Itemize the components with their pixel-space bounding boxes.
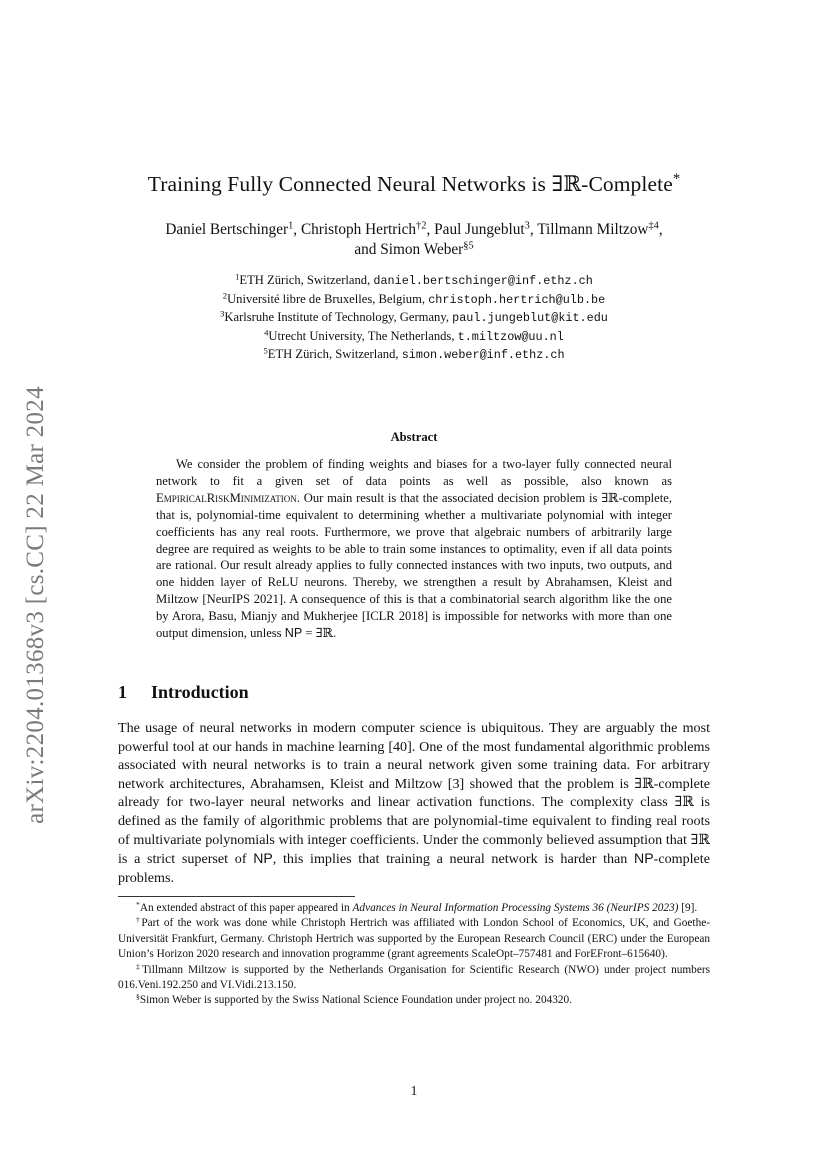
abstract-body xyxy=(156,456,672,642)
intro-paragraph xyxy=(118,719,710,887)
page-number: 1 xyxy=(410,1083,418,1098)
title-footnote-mark: * xyxy=(672,170,681,187)
footnote-mark: § xyxy=(136,992,140,1002)
author-mark: 3 xyxy=(524,220,530,232)
author-name: Simon Weber xyxy=(380,241,464,258)
affiliation-email[interactable]: daniel.bertschinger@inf.ethz.ch xyxy=(373,274,593,288)
section-title: Introduction xyxy=(151,682,249,702)
affiliation-line xyxy=(0,309,828,328)
footnote-mark: † xyxy=(136,915,142,925)
footnote-text: Part of the work was done while Christoph Hertrich was affiliated with London School of Economics, UK, and Goethe-Universität Frankfurt, Germany. Christoph Hertrich was supported by the European Research Council (ERC) under the European Union’s Horizon 2020 research and innovation programme (grant agreements ScaleOpt–757481 and ForEFront–615640). xyxy=(118,917,710,961)
affiliation-mark: 2 xyxy=(222,289,228,300)
affiliation-text: Université libre de Bruxelles, Belgium, xyxy=(227,291,426,306)
affiliation-text: Karlsruhe Institute of Technology, Germany, xyxy=(224,310,449,324)
footnote xyxy=(118,963,710,994)
author-name: Christoph Hertrich xyxy=(300,221,417,238)
footnote-text: [9]. xyxy=(678,902,698,914)
affiliation-line xyxy=(0,272,828,291)
arxiv-id: arXiv:2204.01368v3 [cs.CC] 22 Mar 2024 xyxy=(22,386,49,824)
abstract-heading: Abstract xyxy=(390,430,438,444)
affiliation-text: Utrecht University, The Netherlands, xyxy=(268,328,455,343)
complexity-class-np: NP xyxy=(284,626,303,641)
author-mark: 1 xyxy=(288,220,294,232)
section-heading xyxy=(118,682,249,703)
footnote-mark: * xyxy=(136,899,140,909)
abstract-text: We consider the problem of finding weights and biases for a two-layer fully connected neural network to fit a given set of data points as well as possible, also known as xyxy=(156,457,672,488)
title-text: Training Fully Connected Neural Networks is ∃ℝ-Complete xyxy=(147,172,673,196)
affiliation-line xyxy=(0,346,828,365)
abstract-text: = ∃ℝ. xyxy=(302,626,337,641)
affiliation-mark: 5 xyxy=(263,345,268,356)
affiliation-email[interactable]: t.miltzow@uu.nl xyxy=(457,329,564,344)
complexity-class-np: NP xyxy=(634,850,654,867)
author-mark: ‡4 xyxy=(648,220,659,232)
author-name: Paul Jungeblut xyxy=(434,221,525,238)
footnote xyxy=(118,916,710,962)
paper-title xyxy=(0,172,828,197)
affiliation-email[interactable]: paul.jungeblut@kit.edu xyxy=(452,311,608,325)
author-list: Daniel Bertschinger$^1$, Christoph Hertrich$^{\dagger 2}$, Paul Jungeblut$^3$, Tillmann Miltzow$^{\ddagger 4}$, and Simon Weber$^{\S 5}$ xyxy=(165,220,663,258)
section-number: 1 xyxy=(118,682,127,702)
problem-name: EmpiricalRiskMinimization xyxy=(156,490,297,505)
affiliation-text: ETH Zürich, Switzerland, xyxy=(267,347,399,361)
affiliation-text: ETH Zürich, Switzerland, xyxy=(239,273,371,287)
affiliation-email[interactable]: simon.weber@inf.ethz.ch xyxy=(401,348,565,362)
author-mark: †2 xyxy=(416,220,427,232)
complexity-class-np: NP xyxy=(253,850,273,867)
footnote xyxy=(118,901,710,916)
author-name: Daniel Bertschinger xyxy=(165,221,289,238)
affiliation-line xyxy=(0,328,828,347)
footnote-venue: Advances in Neural Information Processing Systems 36 (NeurIPS 2023) xyxy=(352,902,679,914)
footnote-text: Simon Weber is supported by the Swiss National Science Foundation under project no. 204320. xyxy=(139,994,573,1007)
affiliation-email[interactable]: christoph.hertrich@ulb.be xyxy=(428,292,606,307)
author-name: Tillmann Miltzow xyxy=(537,221,649,238)
footnote-rule xyxy=(118,896,355,897)
footnote-mark: ‡ xyxy=(136,961,143,971)
affiliations xyxy=(0,272,828,365)
affiliation-mark: 4 xyxy=(264,326,269,337)
intro-text: The usage of neural networks in modern computer science is ubiquitous. They are arguably the most powerful tool at our hands in machine learning [40]. One of the most fundamental algorithmic problems associated with neural networks is to train a neural network given some training data. For arbitrary network architectures, Abrahamsen, Kleist and Miltzow [3] showed that the problem is ∃ℝ-complete already for two-layer neural networks and linear activation functions. The complexity class ∃ℝ is defined as the family of algorithmic problems that are polynomial-time equivalent to finding real roots of multivariate polynomials with integer coefficients. Under the commonly believed assumption that ∃ℝ is a strict superset of xyxy=(118,720,710,868)
footnote xyxy=(118,993,710,1008)
affiliation-line xyxy=(0,291,828,310)
affiliation-mark: 1 xyxy=(235,271,240,282)
footnote-text: Tillmann Miltzow is supported by the Netherlands Organisation for Scientific Research (NWO) under project numbers 016.Veni.192.250 and VI.Vidi.213.150. xyxy=(118,963,710,992)
footnotes xyxy=(118,901,710,1009)
footnote-text: An extended abstract of this paper appeared in xyxy=(139,902,350,914)
intro-text: , this implies that training a neural network is harder than xyxy=(272,851,628,868)
intro-text: -complete problems. xyxy=(118,851,710,886)
author-mark: §5 xyxy=(463,240,474,252)
abstract-text: . Our main result is that the associated decision problem is ∃ℝ-complete, that is, polynomial-time equivalent to determining whether a multivariate polynomial with integer coefficients has any real roots. Furthermore, we prove that algebraic numbers of arbitrarily large degree are required as weights to be able to train some instances to optimality, even if all data points are rational. Our result already applies to fully connected instances with two inputs, two outputs, and one hidden layer of ReLU neurons. Thereby, we strengthen a result by Abrahamsen, Kleist and Miltzow [NeurIPS 2021]. A consequence of this is that a combinatorial search algorithm like the one by Arora, Basu, Mianjy and Mukherjee [ICLR 2018] is impossible for networks with more than one output dimension, unless xyxy=(156,490,672,641)
affiliation-mark: 3 xyxy=(220,308,225,319)
